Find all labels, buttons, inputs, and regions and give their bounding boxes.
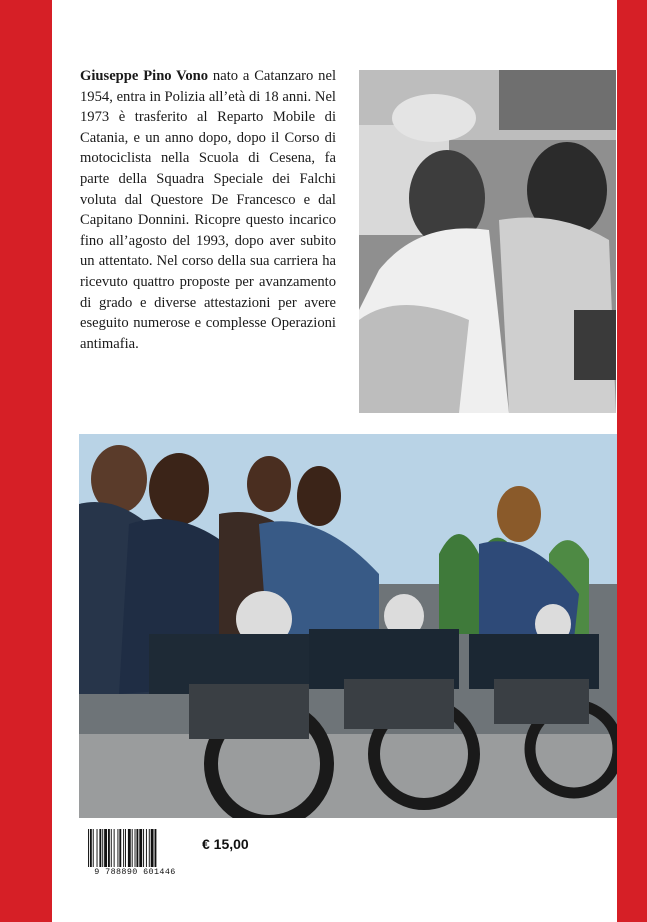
price-label: € 15,00 (202, 836, 249, 852)
barcode-bar (125, 829, 126, 867)
barcode-bar (123, 829, 124, 867)
barcode-bar (119, 829, 121, 867)
barcode-bar (111, 829, 112, 867)
barcode-bar (108, 829, 110, 867)
barcode-bar (151, 829, 154, 867)
red-band-left (0, 0, 52, 922)
barcode-bar (99, 829, 101, 867)
barcode-bar (139, 829, 142, 867)
barcode-bar (114, 829, 115, 867)
isbn-barcode (84, 827, 182, 879)
author-bio-text: nato a Catanzaro nel 1954, entra in Polizia all’età di 18 anni. Nel 1973 è trasferito al Reparto Mobile di Catania, e un anno dopo, dopo il Corso di motociclista nella Scuola di Cesena, fa parte della Squadra Speciale dei Falchi voluta dal Questore De Francesco e dal Capitano Donnini. Ricopre questo incarico fino all’agosto del 1993, dopo aver subito un attentato. Nel corso della sua carriera ha ricevuto quattro proposte per avanzamento di grado e diverse attestazioni per avere eseguito numerose e complesse Operazioni antimafia. (80, 68, 337, 352)
barcode-bar (155, 829, 157, 867)
barcode-bar (97, 829, 98, 867)
barcode-bar (128, 829, 131, 867)
barcode-bar (102, 829, 103, 867)
barcode-bar (88, 829, 89, 867)
photo-two-men-motorcycle (359, 70, 616, 413)
barcode-bar (143, 829, 144, 867)
photo-illustration (359, 70, 616, 413)
photo-five-bikers (79, 434, 617, 818)
isbn-digits: 9 788890 601446 (94, 867, 176, 877)
barcode-bar (136, 829, 138, 867)
barcode-bar (90, 829, 92, 867)
barcode-bar (93, 829, 94, 867)
author-bio (80, 66, 336, 354)
author-name: Giuseppe Pino Vono (80, 68, 209, 84)
barcode-bar (135, 829, 136, 867)
barcode-bar (149, 829, 150, 867)
photo-illustration-color (79, 434, 617, 818)
barcode-bar (104, 829, 107, 867)
barcode-bars (88, 829, 180, 867)
barcode-bar (146, 829, 147, 867)
barcode-bar (132, 829, 133, 867)
red-band-right (617, 0, 647, 922)
barcode-bar (117, 829, 118, 867)
